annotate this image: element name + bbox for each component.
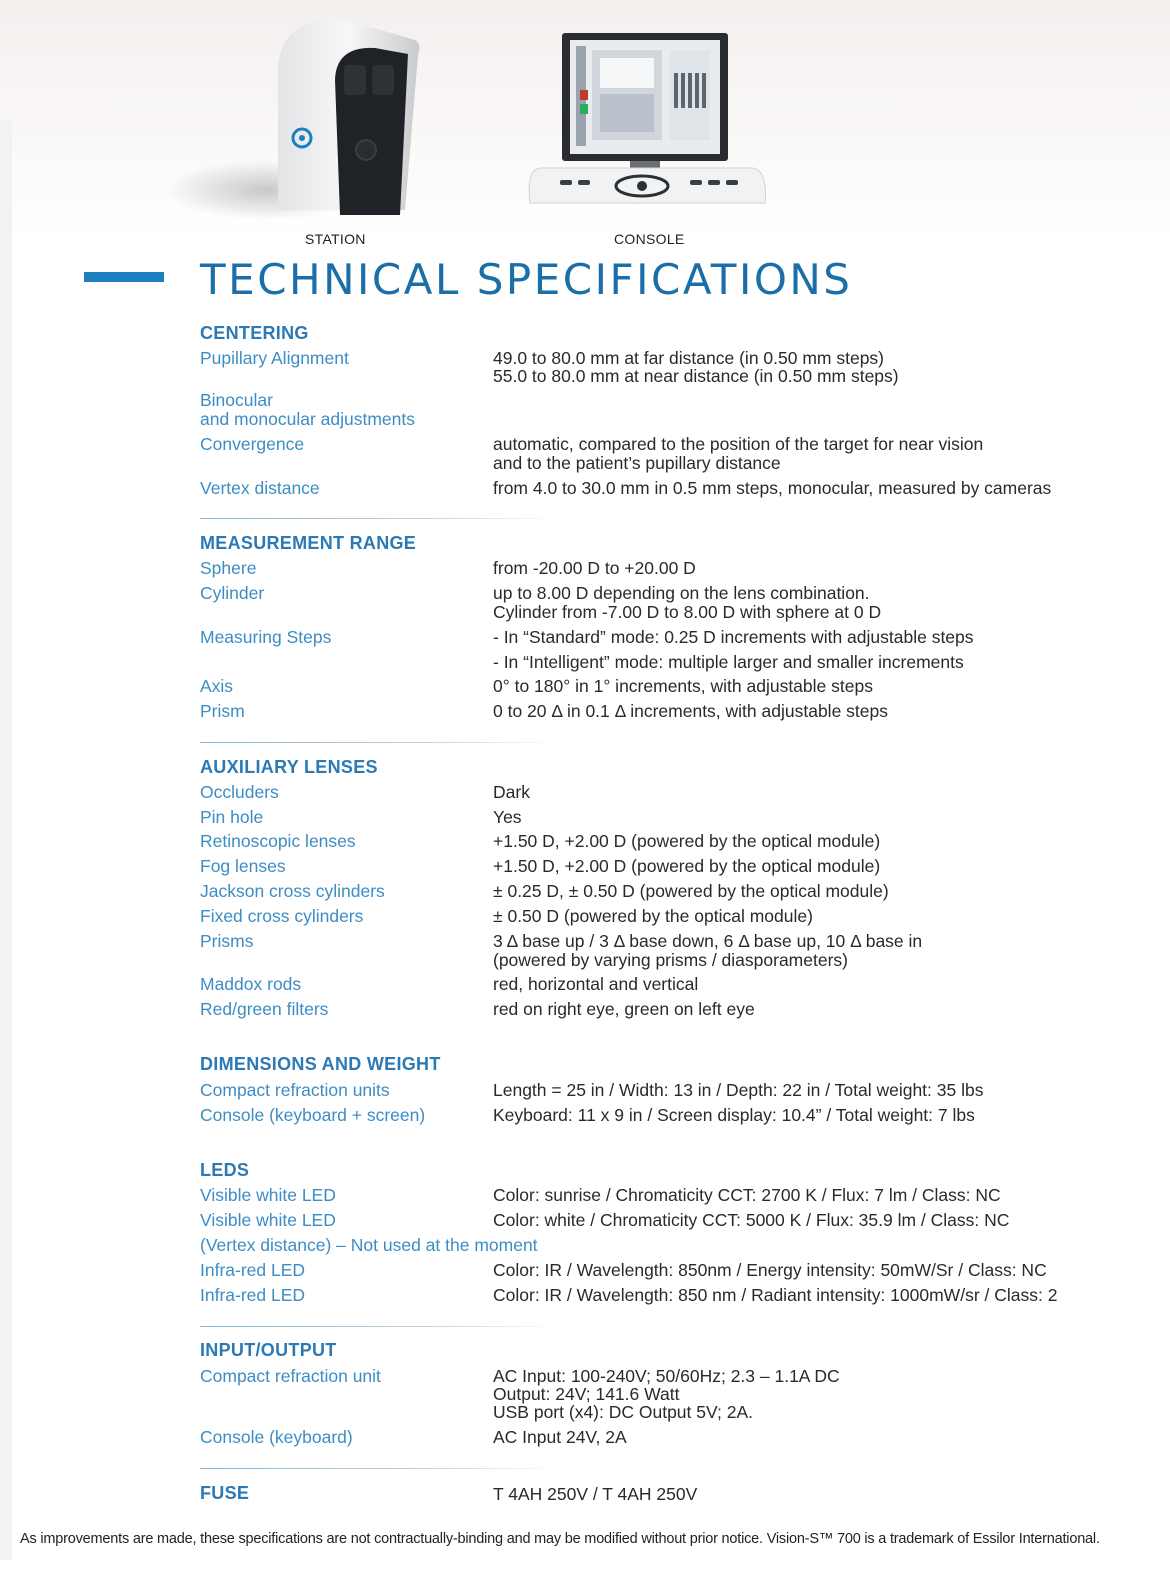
spec-value-compact-refraction-units: Length = 25 in / Width: 13 in / Depth: 22 in / Total weight: 35 lbs [493,1080,984,1100]
spec-label-compact-refraction-units: Compact refraction units [200,1080,390,1100]
spec-value-convergence-2: and to the patient’s pupillary distance [493,453,781,473]
left-margin-strip [0,120,12,1560]
section-divider [200,1326,560,1327]
station-device-image [160,10,440,225]
spec-value-prism: 0 to 20 Δ in 0.1 Δ increments, with adjustable steps [493,701,888,721]
spec-value-console-keyboard: AC Input 24V, 2A [493,1427,627,1447]
spec-label-console-keyboard-screen: Console (keyboard + screen) [200,1105,426,1125]
spec-value-cylinder-2: Cylinder from -7.00 D to 8.00 D with sphere at 0 D [493,602,882,622]
spec-label-prism: Prism [200,701,245,721]
spec-label-maddox-rods: Maddox rods [200,974,302,994]
spec-label-pin-hole: Pin hole [200,807,264,827]
spec-value-prisms-2: (powered by varying prisms / diasporameters) [493,950,848,970]
spec-value-steps-intelligent: - In “Intelligent” mode: multiple larger and smaller increments [493,652,964,672]
spec-label-fixed-cross-cylinders: Fixed cross cylinders [200,906,364,926]
spec-value-sphere: from -20.00 D to +20.00 D [493,558,696,578]
spec-label-pupillary-alignment: Pupillary Alignment [200,348,349,368]
console-caption: CONSOLE [614,231,685,247]
spec-label-red-green-filters: Red/green filters [200,999,329,1019]
spec-label-retinoscopic-lenses: Retinoscopic lenses [200,831,356,851]
spec-label-console-keyboard: Console (keyboard) [200,1427,353,1447]
station-caption: STATION [305,231,366,247]
spec-value-infra-red-led-2: Color: IR / Wavelength: 850 nm / Radiant intensity: 1000mW/sr / Class: 2 [493,1285,1058,1305]
spec-note-vertex-distance: (Vertex distance) – Not used at the moment [200,1235,538,1255]
spec-label-axis: Axis [200,676,234,696]
spec-value-prisms-1: 3 Δ base up / 3 Δ base down, 6 Δ base up, 10 Δ base in [493,931,923,951]
footer-disclaimer: As improvements are made, these specifications are not contractually-binding and may be modified without prior notice. Vision-S™ 700 is a trademark of Essilor International. [20,1531,1100,1547]
spec-value-maddox-rods: red, horizontal and vertical [493,974,699,994]
spec-value-occluders: Dark [493,782,530,802]
spec-label-compact-refraction-unit: Compact refraction unit [200,1366,381,1386]
spec-label-monocular-adjustments: and monocular adjustments [200,409,415,429]
spec-value-pupillary-near: 55.0 to 80.0 mm at near distance (in 0.50 mm steps) [493,366,899,386]
spec-value-pin-hole: Yes [493,807,522,827]
title-accent-bar [84,272,164,282]
spec-value-cylinder-1: up to 8.00 D depending on the lens combination. [493,583,870,603]
spec-label-jackson-cross-cylinders: Jackson cross cylinders [200,881,385,901]
spec-value-fog-lenses: +1.50 D, +2.00 D (powered by the optical module) [493,856,881,876]
spec-value-convergence-1: automatic, compared to the position of the target for near vision [493,434,984,454]
spec-label-binocular: Binocular [200,390,273,410]
spec-label-infra-red-led-1: Infra-red LED [200,1260,306,1280]
spec-label-occluders: Occluders [200,782,279,802]
spec-label-sphere: Sphere [200,558,257,578]
spec-value-fixed-cross-cylinders: ± 0.50 D (powered by the optical module) [493,906,813,926]
spec-value-output: Output: 24V; 141.6 Watt [493,1384,680,1404]
section-title-fuse: FUSE [200,1483,250,1503]
spec-value-vertex-distance: from 4.0 to 30.0 mm in 0.5 mm steps, monocular, measured by cameras [493,478,1052,498]
spec-label-measuring-steps: Measuring Steps [200,627,332,647]
section-title-leds: LEDS [200,1160,250,1180]
section-divider [200,1468,560,1469]
spec-value-steps-standard: - In “Standard” mode: 0.25 D increments with adjustable steps [493,627,974,647]
spec-value-red-green-filters: red on right eye, green on left eye [493,999,755,1019]
spec-value-visible-white-led-1: Color: sunrise / Chromaticity CCT: 2700 K / Flux: 7 lm / Class: NC [493,1185,1001,1205]
spec-label-vertex-distance: Vertex distance [200,478,320,498]
spec-value-console-keyboard-screen: Keyboard: 11 x 9 in / Screen display: 10.4” / Total weight: 7 lbs [493,1105,975,1125]
spec-label-prisms: Prisms [200,931,254,951]
spec-value-fuse: T 4AH 250V / T 4AH 250V [493,1484,698,1504]
section-title-auxiliary-lenses: AUXILIARY LENSES [200,757,378,777]
spec-label-visible-white-led-2: Visible white LED [200,1210,336,1230]
spec-label-fog-lenses: Fog lenses [200,856,286,876]
spec-value-pupillary-far: 49.0 to 80.0 mm at far distance (in 0.50 mm steps) [493,348,885,368]
spec-value-retinoscopic-lenses: +1.50 D, +2.00 D (powered by the optical module) [493,831,881,851]
spec-value-jackson-cross-cylinders: ± 0.25 D, ± 0.50 D (powered by the optical module) [493,881,889,901]
section-title-measurement-range: MEASUREMENT RANGE [200,533,417,553]
spec-label-visible-white-led-1: Visible white LED [200,1185,336,1205]
section-divider [200,742,560,743]
console-device-image [520,28,775,218]
section-title-input-output: INPUT/OUTPUT [200,1340,337,1360]
spec-value-visible-white-led-2: Color: white / Chromaticity CCT: 5000 K / Flux: 35.9 lm / Class: NC [493,1210,1010,1230]
spec-label-convergence: Convergence [200,434,305,454]
spec-label-infra-red-led-2: Infra-red LED [200,1285,306,1305]
spec-value-usb-port: USB port (x4): DC Output 5V; 2A. [493,1402,754,1422]
section-title-dimensions-weight: DIMENSIONS AND WEIGHT [200,1054,441,1074]
page-title: TECHNICAL SPECIFICATIONS [200,255,853,304]
spec-value-axis: 0° to 180° in 1° increments, with adjustable steps [493,676,873,696]
section-title-centering: CENTERING [200,323,309,343]
spec-value-ac-input: AC Input: 100-240V; 50/60Hz; 2.3 – 1.1A DC [493,1366,840,1386]
spec-value-infra-red-led-1: Color: IR / Wavelength: 850nm / Energy intensity: 50mW/Sr / Class: NC [493,1260,1047,1280]
spec-label-cylinder: Cylinder [200,583,265,603]
section-divider [200,518,560,519]
